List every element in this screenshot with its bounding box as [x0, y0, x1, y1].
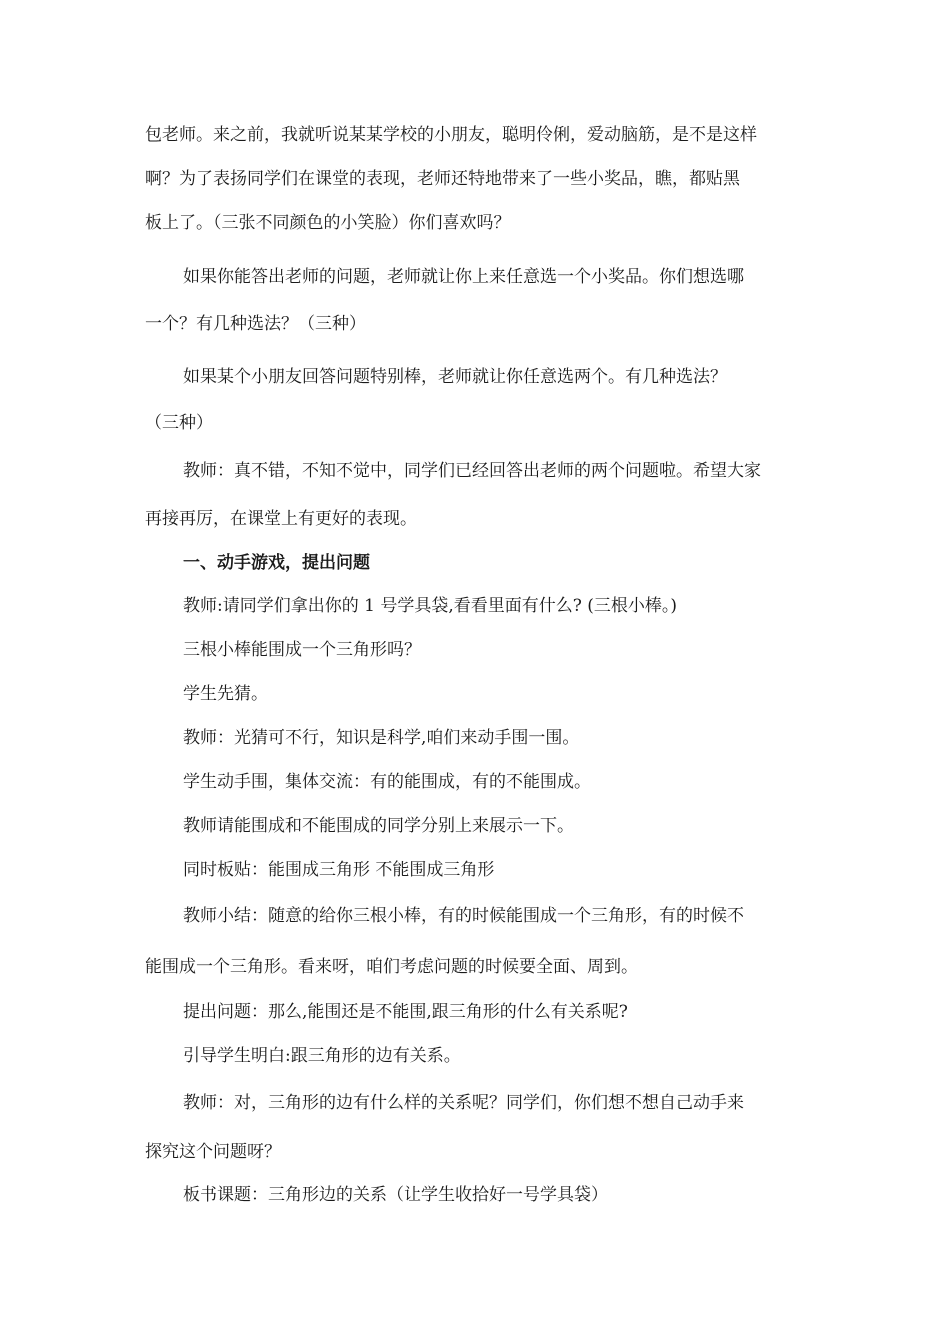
paragraph-line: 同时板贴：能围成三角形 不能围成三角形	[183, 860, 495, 880]
paragraph-line: 三根小棒能围成一个三角形吗？	[183, 640, 421, 660]
paragraph-line: 能围成一个三角形。看来呀，咱们考虑问题的时候要全面、周到。	[145, 957, 638, 977]
paragraph-line: 教师：光猜可不行，知识是科学,咱们来动手围一围。	[183, 728, 580, 748]
paragraph-line: 板书课题：三角形边的关系（让学生收拾好一号学具袋）	[183, 1185, 608, 1205]
paragraph-line: 包老师。来之前，我就听说某某学校的小朋友，聪明伶俐，爱动脑筋，是不是这样	[145, 125, 757, 145]
paragraph-line: 探究这个问题呀？	[145, 1142, 281, 1162]
paragraph-line: 学生先猜。	[183, 684, 268, 704]
paragraph-line: 教师请能围成和不能围成的同学分别上来展示一下。	[183, 816, 574, 836]
paragraph-line: 如果某个小朋友回答问题特别棒，老师就让你任意选两个。有几种选法？	[183, 367, 727, 387]
paragraph-line: 教师:请同学们拿出你的 1 号学具袋,看看里面有什么? (三根小棒。)	[183, 596, 678, 616]
paragraph-line: 啊？为了表扬同学们在课堂的表现，老师还特地带来了一些小奖品，瞧，都贴黑	[145, 169, 740, 189]
paragraph-line: 板上了。（三张不同颜色的小笑脸）你们喜欢吗？	[145, 213, 511, 233]
paragraph-line: 教师：真不错，不知不觉中，同学们已经回答出老师的两个问题啦。希望大家	[183, 461, 761, 481]
paragraph-line: 教师：对，三角形的边有什么样的关系呢？同学们，你们想不想自己动手来	[183, 1093, 744, 1113]
paragraph-line: 再接再厉，在课堂上有更好的表现。	[145, 509, 417, 529]
section-heading: 一、动手游戏，提出问题	[183, 553, 370, 573]
paragraph-line: 提出问题：那么,能围还是不能围,跟三角形的什么有关系呢?	[183, 1002, 628, 1022]
paragraph-line: 教师小结：随意的给你三根小棒，有的时候能围成一个三角形，有的时候不	[183, 906, 744, 926]
paragraph-line: （三种）	[145, 413, 213, 433]
paragraph-line: 学生动手围，集体交流：有的能围成，有的不能围成。	[183, 772, 591, 792]
paragraph-line: 一个？有几种选法？（三种）	[145, 314, 366, 334]
paragraph-line: 引导学生明白:跟三角形的边有关系。	[183, 1046, 461, 1066]
paragraph-line: 如果你能答出老师的问题，老师就让你上来任意选一个小奖品。你们想选哪	[183, 267, 744, 287]
